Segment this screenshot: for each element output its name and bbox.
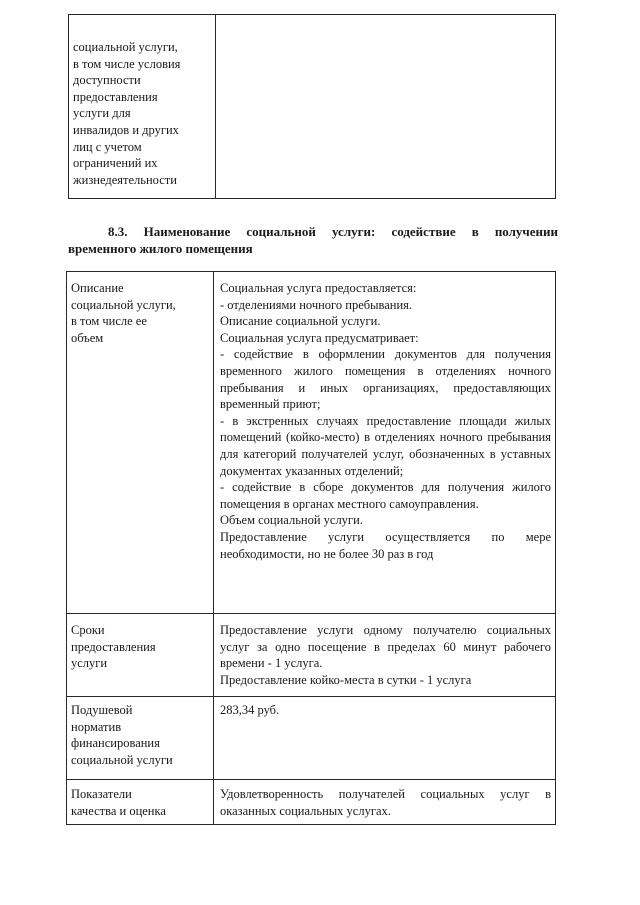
label-cell [67,697,214,780]
label-line: доступности [73,73,141,88]
label-line: социальной услуги, [73,40,178,54]
content-paragraph: - в экстренных случаях предоставление площади жилых помещений (койко-место) в отделениях ночного пребывания для категорий получателей услуг, обозначенных в уставных документах указанных отделений; [220,413,551,478]
label-line: предоставления [71,639,156,654]
continuation-table [68,14,556,199]
label-lines [71,697,211,768]
service-table [66,271,556,825]
label-line: Описание [71,281,124,295]
label-line: лиц с учетом [73,139,142,154]
label-line: Сроки [71,623,105,637]
content-paragraph: Предоставление услуги осуществляется по мере необходимости, но не более 30 раз в год [220,529,551,561]
table-row [67,780,556,825]
content-cell [216,15,556,199]
content-cell [214,780,556,825]
label-cell [69,15,216,199]
content-paragraph: Удовлетворенность получателей социальных услуг в оказанных социальных услугах. [220,787,551,818]
label-line: в том числе ее [71,314,147,329]
label-line: ограничений их [73,156,158,171]
content-paragraph: Предоставление услуги одному получателю социальных услуг за одно посещение в пределах 60 минут рабочего времени - 1 услуга. [220,623,551,671]
section-heading [68,224,558,257]
label-line: жизнедеятельности [73,172,177,187]
table-row [67,697,556,780]
label-line: норматив [71,719,122,734]
table-row [69,15,556,199]
label-line: услуги [71,656,108,671]
content-line: Социальная услуга предоставляется: [220,281,417,295]
content-line: - отделениями ночного пребывания. [220,297,413,312]
label-line: услуги для [73,106,131,121]
content-line: Описание социальной услуги. [220,314,381,329]
content-paragraph: - содействие в сборе документов для получения жилого помещения в органах местного самоуправления. [220,480,551,511]
label-line: финансирования [71,736,160,751]
table-row [67,614,556,697]
content-cell [214,697,556,780]
content-paragraph: - содействие в оформлении документов для получения временного жилого помещения в отделениях ночного пребывания и иных организациях, предоставляющих временный приют; [220,347,551,412]
content-line: Социальная услуга предусматривает: [220,330,419,345]
label-line: предоставления [73,89,158,104]
label-line: объем [71,330,104,345]
label-line: социальной услуги [71,752,173,767]
heading-line-1: 8.3. Наименование социальной услуги: содействие в получении [108,224,558,239]
label-lines [71,780,211,819]
label-line: Показатели [71,787,132,801]
content-block [220,272,551,562]
label-lines [71,614,211,672]
content-cell [214,272,556,614]
label-line: социальной услуги, [71,297,176,312]
content-line: 283,34 руб. [220,703,280,717]
content-line: Объем социальной услуги. [220,513,363,528]
label-line: Подушевой [71,703,133,717]
label-cell [67,614,214,697]
heading-line-2: временного жилого помещения [68,240,253,256]
content-line: Предоставление койко-места в сутки - 1 услуга [220,672,472,687]
content-block [220,614,551,688]
label-line: качества и оценка [71,803,166,818]
content-cell [214,614,556,697]
label-line: инвалидов и других [73,122,179,137]
label-lines [73,15,213,188]
label-cell [67,272,214,614]
label-cell [67,780,214,825]
label-line: в том числе условия [73,56,181,71]
label-lines [71,272,211,346]
table-row [67,272,556,614]
